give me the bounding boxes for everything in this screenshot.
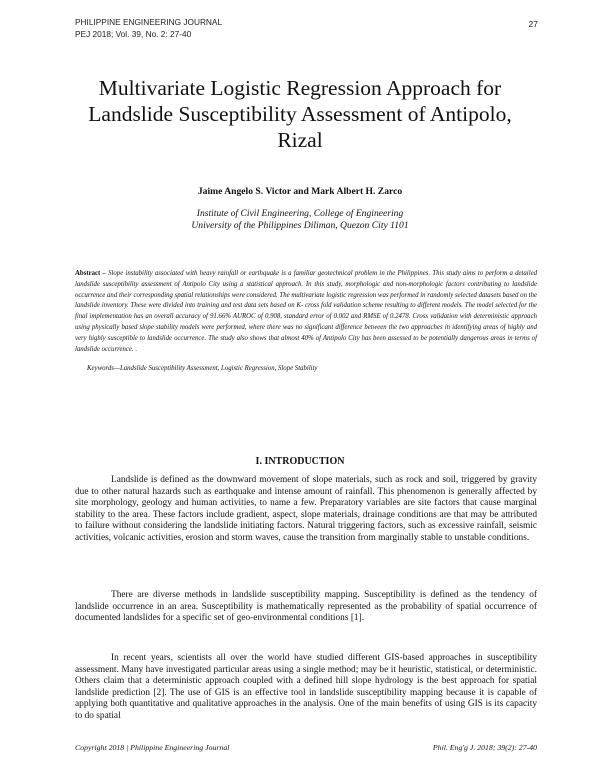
abstract-label: Abstract – [75,270,109,277]
affiliation [0,208,600,232]
footer-citation: Phil. Eng'g J. 2018; 39(2): 27-40 [432,743,537,752]
paragraph-text: In recent years, scientists all over the world have studied different GIS-based approaches in susceptibility assessment. Many have investigated particular areas using a single method; may be it heuristic, statistical, or deterministic. Others claim that a deterministic approach coupled with a defined hill slope hydrology is the best approach for spatial landslide prediction [2]. The use of GIS is an effective tool in landslide susceptibility mapping because it is capable of applying both quantitative and qualitative approaches in the analysis. One of the main benefits of using GIS is its capacity to do spatial [75,653,537,721]
abstract [75,269,537,355]
paper-title: Multivariate Logistic Regression Approach for Landslide Susceptibility Assessment of Antipolo, Rizal [88,76,512,152]
affiliation-line-1: Institute of Civil Engineering, College of Engineering [196,208,404,219]
journal-header [75,16,222,40]
section-heading: I. INTRODUCTION [255,456,345,467]
paragraph-text: There are diverse methods in landslide susceptibility mapping. Susceptibility is defined as the tendency of landslide occurrence in an area. Susceptibility is mathematically represented as the probability of spatial occurrence of documented landslides for a specific set of geo-environmental conditions [1]. [75,590,537,624]
paragraph-3 [75,653,537,723]
keywords: Keywords—Landslide Susceptibility Assessment, Logistic Regression, Slope Stability [87,365,318,372]
abstract-text: Slope instability associated with heavy rainfall or earthquake is a familiar geotechnical problem in the Philippines. This study aims to perform a detailed landslide susceptibility assessment of Antipolo City using a statistical approach. In this study, morphologic and non-morphologic factors contributing to landslide occurrence and their corresponding spatial relationships were considered. The multivariate logistic regression was performed in randomly selected datasets based on the landslide inventory. These were divided into training and test data sets based on K- cross fold validation scheme resulting to different models. The model selected for the final implementation has an overall accuracy of 91.66% AUROC of 0.908, standard error of 0.002 and RMSE of 0.2478. Cross validation with deterministic approach using physically based slope stability models were performed, where there was no significant difference between the two approaches in identifying areas of highly and very highly susceptible to landslide occurrence. The study also shows that almost 40% of Antipolo City has been assessed to be potentially dangerous areas in terms of landslide occurrence. . [75,270,537,353]
paragraph-2 [75,590,537,625]
page-number: 27 [528,19,538,29]
footer-copyright: Copyright 2018 | Philippine Engineering Journal [75,743,230,752]
authors: Jaime Angelo S. Victor and Mark Albert H. Zarco [197,186,403,197]
volume-info: PEJ 2018; Vol. 39, No. 2: 27-40 [75,29,192,39]
journal-name: PHILIPPINE ENGINEERING JOURNAL [75,17,223,27]
affiliation-line-2: University of the Philippines Diliman, Quezon City 1101 [191,220,409,231]
paragraph-1 [75,475,537,545]
paragraph-text: Landslide is defined as the downward movement of slope materials, such as rock and soil, triggered by gravity due to other natural hazards such as earthquake and intense amount of rainfall. This phenomenon is generally affected by site morphology, geology and human activities, to name a few. Preparatory variables are site factors that cause marginal stability to the area. These factors include gradient, aspect, slope materials, drainage conditions are that may be attributed to failure without considering the landslide initiating factors. Natural triggering factors, such as excessive rainfall, seismic activities, volcanic activities, erosion and storm waves, cause the transition from marginally stable to unstable conditions. [75,475,537,543]
